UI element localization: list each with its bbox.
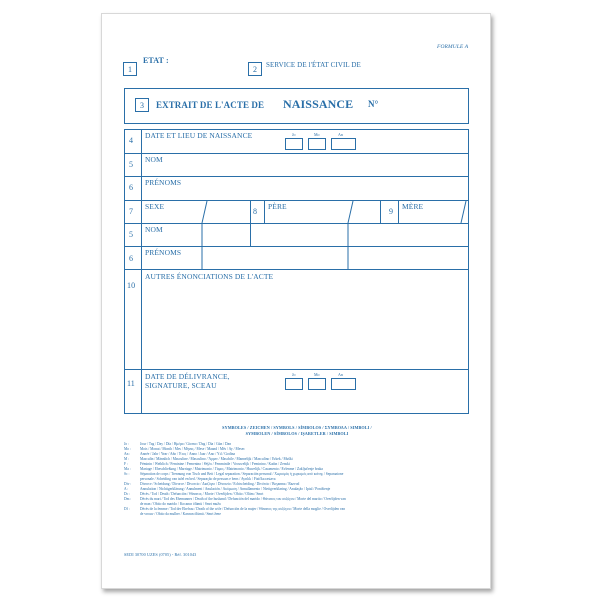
date-header-month: Mo xyxy=(314,372,320,377)
row-divider xyxy=(124,223,469,224)
column-divider xyxy=(380,200,381,223)
parents-nom-label: NOM xyxy=(145,225,163,234)
symbol-line: Dm : Décès du mari / Tod des Ehemannes / Death of the husband / Defunción del marido / Θάνατος του συζύγου / Morte del marito / Overlijden van xyxy=(124,497,346,501)
date-header-year: An xyxy=(338,132,343,137)
pere-divider xyxy=(338,200,358,270)
row-number: 5 xyxy=(129,230,134,239)
symbol-line: Dc : Décès / Tod / Death / Defunción / Θάνατος / Morte / Overlijden / Óbito / Ölüm / Smrt xyxy=(124,492,264,496)
column-divider xyxy=(264,200,265,223)
row-divider xyxy=(124,269,469,270)
symbol-line: M : Masculin / Männlich / Masculine / Masculino / Άρρεν / Maschile / Mannelijk / Masculino / Erkek / Muški xyxy=(124,457,293,461)
delivrance-label: DATE DE DÉLIVRANCE, xyxy=(145,372,230,381)
box-2-number: 2 xyxy=(248,62,262,76)
autres-enonciations-label: AUTRES ÉNONCIATIONS DE L'ACTE xyxy=(145,272,274,281)
signature-label: SIGNATURE, SCEAU xyxy=(145,381,217,390)
delivery-day-field[interactable] xyxy=(285,378,303,390)
row-number: 10 xyxy=(127,281,136,290)
prenoms-label: PRÉNOMS xyxy=(145,178,182,187)
formule-label: FORMULE A xyxy=(437,44,469,50)
symbol-line: Ma : Mariage / Eheschließung / Marriage / Matrimonio / Γάμος / Matrimonio / Huwelijk / Casamento / Evlenme / Zaključenje braka xyxy=(124,467,323,471)
etat-label: ETAT : xyxy=(143,56,169,65)
service-label: SERVICE DE l'ÉTAT CIVIL DE xyxy=(266,61,361,69)
symbol-line: personale / Scheiding van tafel en bed / Separação de pessoas e bens / Ayrılık / Fizička rastava xyxy=(140,477,276,481)
nom-label: NOM xyxy=(145,155,163,164)
footer-reference: SEDI 30700 UZES (0705) - Réf. 301043 xyxy=(124,552,197,557)
symbol-line: An : Année / Jahr / Year / Año / Έτος / Anno / Jaar / Ano / Yıl / Godina xyxy=(124,452,235,456)
row-divider xyxy=(124,200,469,201)
row-number: 6 xyxy=(129,254,134,263)
symbol-line: Sc : Séparation de corps / Trennung von Tisch und Bett / Legal separation / Separación personal / Χωρισμός ή χωρισμός από κοίτης / Separazione xyxy=(124,472,344,476)
symboles-title-1: SYMBOLES / ZEICHEN / SYMBOLS / SÍMBOLOS / ΣΥΜΒΟΛΑ / SIMBOLI / xyxy=(222,425,372,430)
birth-date-place-label: DATE ET LIEU DE NAISSANCE xyxy=(145,131,253,140)
box-3-number: 3 xyxy=(135,98,149,112)
symbol-line: A : Annulation / Nichtigerklärung / Annulment / Anulación / Ακύρωση / Annullamento / Nietigverklaring / Anulação / İptal / Poništenje xyxy=(124,487,331,491)
box-1-number: 1 xyxy=(123,62,137,76)
title-prefix: EXTRAIT DE L'ACTE DE xyxy=(156,100,265,110)
birth-month-field[interactable] xyxy=(308,138,326,150)
symbol-line: F : Féminin / Weiblich / Feminine / Femenino / Θήλυ / Femminile / Vrouwelijk / Feminino / Kadın / Ženski xyxy=(124,462,290,466)
delivery-year-field[interactable] xyxy=(331,378,356,390)
row-number: 4 xyxy=(129,136,134,145)
sexe-divider xyxy=(192,200,212,270)
column-divider xyxy=(398,200,399,223)
date-header-year: An xyxy=(338,372,343,377)
row-divider xyxy=(124,369,469,370)
row-divider xyxy=(124,153,469,154)
date-header-day: Jo xyxy=(292,132,296,137)
birth-day-field[interactable] xyxy=(285,138,303,150)
row-number: 6 xyxy=(129,183,134,192)
row-divider xyxy=(124,176,469,177)
symboles-title-2: SYMBOLEN / SÍMBOLOS / IŞARETLER / SIMBOLI xyxy=(245,431,349,436)
row-number: 11 xyxy=(127,379,135,388)
symbol-line: Jo : Jour / Tag / Day / Día / Ημέρα / Giorno / Dag / Dia / Gün / Dan xyxy=(124,442,232,446)
form-page xyxy=(101,13,491,589)
mere-label: MÈRE xyxy=(402,202,424,211)
row-divider xyxy=(124,246,469,247)
row-number: 8 xyxy=(253,207,258,216)
symbol-line: Df : Décès de la femme / Tod der Ehefrau / Death of the wife / Defunción de la mujer / Θάνατος της συζύγου / Morte della moglie / Overlijden van xyxy=(124,507,346,511)
delivery-month-field[interactable] xyxy=(308,378,326,390)
pere-label: PÈRE xyxy=(268,202,287,211)
title-suffix: N° xyxy=(368,99,379,109)
number-column-divider xyxy=(141,129,142,414)
column-divider xyxy=(250,200,251,246)
date-header-day: Jo xyxy=(292,372,296,377)
symbol-line: de man / Óbito do marido / Kocanın ölümü / Smrt muža xyxy=(140,502,221,506)
row-number: 9 xyxy=(389,207,394,216)
birth-year-field[interactable] xyxy=(331,138,356,150)
symbol-line: Div : Divorce / Scheidung / Divorce / Divorcio / Διαζύγιο / Divorzio / Echtscheiding / Divórcio / Boşanma / Razvod xyxy=(124,482,300,486)
row-number: 5 xyxy=(129,160,134,169)
title-main: NAISSANCE xyxy=(283,97,354,111)
sexe-label: SEXE xyxy=(145,202,165,211)
date-header-month: Mo xyxy=(314,132,320,137)
row-number: 7 xyxy=(129,207,134,216)
symbol-line: Mo : Mois / Monat / Month / Mes / Μήνας / Mese / Maand / Mês / Ay / Mesec xyxy=(124,447,245,451)
parents-prenoms-label: PRÉNOMS xyxy=(145,248,182,257)
mere-divider xyxy=(452,200,469,270)
symbol-line: de vrouw / Óbito da mulher / Karının ölümü / Smrt žene xyxy=(140,512,221,516)
